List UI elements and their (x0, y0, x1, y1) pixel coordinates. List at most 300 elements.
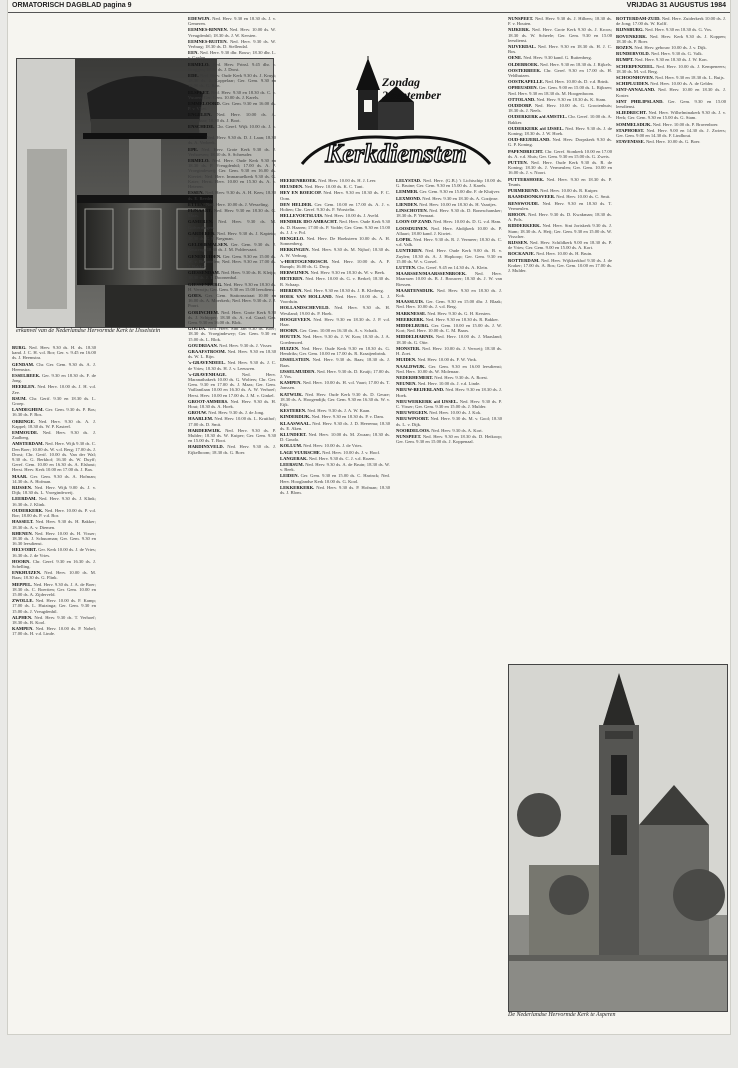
listing-entry (280, 213, 390, 218)
listing-town: HASSELT. (12, 519, 34, 525)
listing-text: Ned. Herv. 10.00 ds. H. Visser; 18.30 ds. J. Schuurman; Ger. Gem. 9.30 en 16.30 leesdienst. (12, 530, 96, 547)
listing-text: Ned. Herv. 9.30 en 18.30 ds. J. Hoek. (396, 387, 502, 398)
listing-text: Ned. Herv. Wilhelminakerk 9.30 ds. J. v. Herk; Ger. Gem. 9.30 en 15.00 ds. G. Stam. (616, 110, 726, 121)
listing-town: KATWIJK. (280, 391, 304, 397)
listing-text: Ned. Herv. 9.30 ds. M. Nijhof; 18.30 ds. A. W. Verburg. (280, 247, 390, 258)
listing-entry (508, 85, 612, 95)
listing-text: Ned. Herv. 9.00 en 14.30 ds. J. Zwiers; Ger. Gem. 9.00 en 14.30 ds. F. Lindhout. (616, 127, 726, 139)
listing-text: Ned. Herv. 9.30 ds. H. Hout; 18.30 ds. A. Hoek. (188, 398, 276, 410)
listing-town: MAAR. (12, 473, 28, 479)
listing-town: EDEWIJN. (188, 16, 211, 21)
listing-text: Chr. Geref. 9.45 en 14.30 ds. A. Klein. (416, 265, 489, 271)
listing-text: Ned. Herv. Wijk 9.00 ds. J. v. Dijk; 18.30 ds. L. Vroegindeweij. (12, 485, 96, 496)
listing-town: NIEUWERKERK a/d IJSSEL. (396, 398, 459, 404)
listing-text: Ned. Herv. 10.00 ds. F. W. Vink. (416, 357, 478, 363)
listing-entry (396, 387, 502, 397)
listing-town: LOPIK. (396, 237, 412, 243)
listing-entry (616, 64, 726, 74)
listing-entry (396, 288, 502, 298)
listing-text: Ned. Herv. 10.00 ds. W. Vreugdenhil; 18.30 ds. J. W. Kersten. (188, 27, 276, 38)
listing-town: GOUDA. (188, 326, 207, 332)
listing-entry (12, 508, 96, 518)
listing-entry (396, 311, 502, 316)
listing-text: Ned. Herv. 10.00 ds. J. H. v.d. Zee. (12, 384, 96, 395)
listing-town: NEUNEN. (396, 381, 417, 387)
listing-entry (188, 242, 276, 252)
listing-town: LELYSTAD. (396, 178, 422, 183)
listing-text: Ned. Herv. 9.30 ds. R. Kleijn; 18.30 ds. J. T. Doornenbal. (188, 270, 276, 281)
listing-entry (508, 68, 612, 78)
listing-entry (188, 50, 276, 60)
listing-entry (188, 231, 276, 241)
listing-entry (280, 408, 390, 413)
listing-town: ENTER. (188, 135, 205, 141)
listing-town: EMMELOORD. (188, 101, 221, 107)
listing-entry (280, 288, 390, 293)
listing-town: OLDEBROEK. (508, 61, 539, 67)
listing-text: Ned. Herv. Grote Kerk 9.30 ds. J. Verhoeven; 18.30 ds. S. Schreuder. (188, 146, 276, 157)
listing-text: Ned. Herv. gebouw 10.00 ds. J. v. Dijk. (633, 45, 707, 51)
listing-column-2 (188, 16, 276, 1031)
listing-entry (188, 349, 276, 359)
listing-text: Ned. Herv. 10.00 ds. M. Baas; 18.30 ds. G. Flink. (12, 570, 96, 581)
listing-entry (188, 282, 276, 292)
listing-town: OUDDORP. (508, 103, 532, 109)
listing-town: HELVOIRT. (12, 547, 37, 553)
listing-entry (188, 90, 276, 100)
listing-entry (12, 407, 96, 417)
listing-text: Ned. Herv. 9.30 kand. G. Ruitenberg. (522, 55, 592, 61)
listing-text: Ger. Gem. 9.30 ds. A. Hofman; 14.30 ds. A. Hofman. (12, 473, 96, 484)
listing-town: RIJSSEN. (508, 239, 529, 245)
listing-text: Ned. Herv. De Hoeksteen 10.00 ds. A. H. Sonnenberg. (280, 236, 390, 247)
listing-town: MIDDELBURG. (396, 323, 430, 329)
listing-entry (508, 194, 612, 199)
listing-town: SCHIPLUIDEN. (616, 81, 650, 87)
listing-entry (188, 293, 276, 309)
listing-text: Ned. Herv. 9.30 ds. A. Kort. (430, 427, 483, 433)
listing-entry (188, 158, 276, 189)
listing-entry (396, 208, 502, 218)
listing-entry (188, 135, 276, 145)
listing-entry (280, 305, 390, 315)
listing-town: HENDRIK IDO AMBACHT. (280, 219, 338, 225)
listing-town: STAVENISSE. (616, 139, 645, 145)
listing-entry (188, 147, 276, 157)
listing-town: PURMEREND. (508, 188, 540, 194)
listing-text: Ned. Herv. 10.00 ds. J. Maasland; 18.30 ds. G. Otte. (396, 334, 502, 345)
listing-entry (616, 75, 726, 80)
listing-entry (616, 27, 726, 32)
listing-entry (188, 219, 276, 229)
listing-town: EEMNES-BINNEN. (188, 27, 228, 33)
listing-column-6 (616, 16, 726, 716)
listing-text: Ned. Herv. 9.30 ds. J. Zaalberg. (12, 430, 96, 441)
listing-entry (508, 251, 612, 256)
listing-text: Ned. Herv. Oude Kerk 9.30 ds. D. Haaren; 17.00 ds. P. Vodde; Ger. Gem. 9.30 en 15.00 ds. J. J. v. Pol. (280, 219, 390, 235)
listing-text: Ned. Herv. Oude Kerk 9.30 ds. D. Geuze; 18.30 ds. A. Hoogendijk; Ger. Gem. 9.30 en 16.30 ds. W. v. Eijk. (280, 391, 390, 407)
listing-town: HEERLEN. (12, 384, 36, 390)
listing-text: Chr. Gerif. 9.30 en 18.30 ds. L. Groep. (12, 395, 96, 407)
listing-town: NUNSPEET. (508, 16, 534, 21)
listing-text: Ned. Herv. Sint Jan 9.30 ds. Boer; 18.30 ds. Vroegindewey; Ger. Gem. 9.30 en 15.00 ds. L. Blok. (188, 326, 276, 342)
listing-entry (12, 559, 96, 569)
listing-text: Ned. Herv. 9.30 en 18.30 ds. J. Rijkels. (538, 61, 612, 67)
church-photo-caption: De Nederlandse Hervormde Kerk te Asperen (508, 1012, 616, 1018)
listing-text: Ger. Gem. 9.30 en 15.00 ds. W. v. Bemmelen; Ned. Herv. 9.30 en 17.00 ds. J. Bakker. (188, 253, 276, 269)
listing-town: NEDERHEMERT. (396, 374, 434, 380)
listing-text: Ned. Herv. 10.00 ds. J. Wesseling. (204, 201, 269, 207)
listing-town: GELDERMALSEN. (188, 242, 229, 248)
listing-town: ETTEN. (188, 201, 205, 207)
listing-entry (508, 240, 612, 250)
listing-text: Ger. Gem. 9.30 en 15.00 leesdienst. (616, 98, 726, 110)
listing-town: OPHEUSDEN. (508, 85, 538, 91)
listing-text: Ned. Herv. 10.00 ds. H. J. Leer. (317, 178, 377, 183)
listing-town: SLIEDRECHT. (616, 110, 647, 116)
listing-entry (12, 396, 96, 406)
listing-town: LINSCHOTEN. (396, 208, 428, 214)
listing-text: Ned. Herv. 9.30 en 18.30 ds. J. W. Kon. (633, 57, 708, 63)
listing-text: Ned. Herv. 10.00 ds. P. Nobel; 17.00 ds. H. v.d. Linde. (12, 626, 96, 637)
listing-town: MEPPEL. (12, 581, 33, 587)
listing-text: Ger. Gem. 10.00 en 15.00 ds. J. W. Kort; Ned. Herv. 10.00 ds. C. M. Baars. (396, 323, 502, 334)
listing-town: LOOSDUINEN. (396, 225, 429, 231)
listing-text: Ger. Gem. 9.30 en 16.00 ds. P. v. Vliet. (188, 101, 276, 112)
listing-text: Ned. Herv. 9.30 ds. D. Kruijt; 17.00 ds. J. Vos. (280, 368, 390, 379)
listing-text: Ned. Herv. 10.00 ds. D. G. v.d. Ham. (432, 219, 502, 225)
listing-text: Ned. Herv. Dorpskerk 9.30 ds. G. P. Koning. (508, 137, 612, 148)
listing-text: Ned. Herv. 9.30 en 18.30 ds. H. Verwijs; Ger. Gem. 9.30 en 15.00 leesdienst. (188, 281, 276, 292)
listing-entry (396, 237, 502, 247)
listing-text: Ned. Herv. 9.30 ds. J. C. de Vries; 18.30 ds. H. J. v. Leeuwen. (188, 360, 276, 371)
listing-text: Ned. Herv. 9.30 ds. J. Klink; 16.30 ds. J. Klink. (12, 496, 96, 507)
listing-entry (188, 343, 276, 348)
listing-town: KLAASWAAL. (280, 420, 311, 426)
listing-town: SCHERPENZEEL. (616, 63, 655, 69)
listing-text: Ned. Herv. Kerk 9.30 ds. J. Koppen; 18.30 ds. P. Boer. (616, 33, 726, 44)
listing-entry (396, 219, 502, 224)
listing-entry (280, 247, 390, 257)
listing-town: RUNDERVOLD. (616, 51, 650, 57)
listing-entry (508, 188, 612, 193)
listing-text: Ned. Herv. 10.00 ds. J. Verweij; 18.30 ds. H. Zoet. (396, 345, 502, 357)
listing-text: Chr. Geref. 9.30 en 16.30 ds. J. Schelling. (12, 558, 96, 569)
listing-town: SCHOONHOVEN. (616, 75, 654, 81)
listing-town: EPE. (188, 146, 199, 152)
listing-town: MONSTER. (396, 345, 421, 351)
church-photo (508, 664, 728, 1012)
listing-town: PAPENDRECHT. (508, 148, 544, 154)
listing-entry (396, 399, 502, 409)
listing-town: GROUW. (188, 410, 208, 416)
listing-entry (188, 202, 276, 207)
listing-entry (280, 485, 390, 495)
listing-entry (396, 410, 502, 415)
listing-town: SINT PHILIPSLAND. (616, 98, 664, 104)
listing-entry (616, 110, 726, 120)
listing-town: RUMPT. (616, 57, 634, 63)
listing-text: Ned. Herv. 9.30 en 18.30 ds. P. v. Dam. (310, 414, 385, 420)
listing-town: LIENDEN. (396, 201, 419, 207)
listing-town: OTTOLAND. (508, 96, 536, 102)
listing-text: Ned. Herv. 10.00 ds. A. F. Rumph; 16.00 ds. G. Drop. (280, 258, 390, 270)
listing-entry (188, 444, 276, 454)
listing-text: Ned. Herv. 10.00 ds. G. Boer. (644, 139, 701, 145)
listing-text: Ned. Herv. 10.00 ds. H. Bruin. (534, 251, 593, 257)
listing-entry (396, 334, 502, 344)
listing-entry (12, 615, 96, 625)
listing-entry (188, 39, 276, 49)
listing-text: Ger. Gem. 9.30 en 16.00 leesdienst; Ned. Herv. 10.00 ds. W. Molenaar. (396, 363, 502, 374)
listing-text: Ned. Herv. 10.00 ds. G. Grootenhuis; 18.30 ds. J. Neels. (508, 103, 612, 114)
listing-entry (280, 432, 390, 442)
listing-text: Ned. Herv. 9.30 en 18.30 ds. A. Cozijnse. (421, 195, 499, 201)
listing-text: Ned. Herv. 9.30 ds. J. Visser. (218, 342, 273, 348)
listing-town: OUDERKERK a/d IJSSEL. (508, 125, 564, 131)
listing-entry (280, 414, 390, 419)
listing-entry (12, 430, 96, 440)
listing-town: HEERENBROEK. (280, 178, 318, 183)
listing-town: PUTTEN. (508, 160, 528, 166)
listing-text: Ned. Herv. Grote Kerk 9.30 ds. J. Kroos; 18.30 ds. W. Scheele; Ger. Gem. 9.30 en 15.00 leesdienst. (508, 27, 612, 43)
listing-text: Ned. Herv. 9.30 ds. P. C. Visser; Ger. Gem. 9.30 en 15.00 ds. J. Mulder. (396, 398, 502, 409)
listing-text: Ned. Herv. 9.30 ds. A. J. Kappel; 18.30 ds. W. P. Kasteel. (12, 418, 96, 429)
listing-town: MEERKERK. (396, 316, 425, 322)
listing-text: Ned. Herv. Wijk 9.30 ds. C. Den Boer; 10.00 ds. W. v.d. Berg; 17.00 ds. J. Drost; Chr. Gerif. 10.00 ds. Van der Wal; 9.30 ds. G. Berkhof; 16.30 ds. W. Duyff; Geref. Gem. 10.00 en 16.30 ds. A. Elshout; Herst. Herv. Kerk 10.00 en 17.00 ds. J. Bax. (12, 441, 96, 473)
listing-entry (188, 208, 276, 218)
listing-entry (12, 582, 96, 598)
listing-entry (188, 416, 276, 426)
listing-entry (396, 434, 502, 444)
listing-town: NIEUWPOORT. (396, 416, 430, 422)
listing-entry (12, 384, 96, 394)
listing-text: Ned. Herv. 10.00 ds. J. v. Hoof. (321, 449, 381, 455)
listing-text: Ned. Herv. Sint Joriskerk 9.30 ds. J. Stam; 18.30 ds. A. Heij; Ger. Gem. 9.30 en 15.00 ds. W. Visscher. (508, 223, 612, 239)
listing-town: DEN HELDER. (280, 201, 313, 207)
listing-entry (12, 598, 96, 614)
listing-entry (396, 226, 502, 236)
listing-town: LUNTEREN. (396, 248, 423, 254)
listing-text: Ned. Herv. 9.30 ds. J. de Koning; 18.30 ds. J. W. Hoek. (508, 125, 612, 137)
listing-text: Ned. Herv. 9.30 ds. H. Westland; 19.00 ds. P. Hoek. (280, 305, 390, 316)
listing-entry (280, 462, 390, 472)
listing-town: RHOON. (508, 211, 527, 217)
listing-town: ROTTERDAM. (508, 257, 540, 263)
listing-entry (508, 177, 612, 187)
listing-town: HARDERWIJK. (188, 427, 222, 433)
listing-town: HEUSDEN. (280, 184, 304, 190)
listing-town: PUTTERSHOEK. (508, 176, 545, 182)
listing-entry (396, 178, 502, 188)
listing-text: Ned. Herv. 9.30 ds. P. Hofman; 18.30 ds. J. Blom. (280, 484, 390, 495)
kerkdiensten-title-text: Kerkdiensten (325, 139, 467, 168)
listing-entry (280, 450, 390, 455)
listing-entry (508, 97, 612, 102)
listing-entry (396, 357, 502, 362)
listing-town: LEMMER. (396, 189, 419, 195)
listing-town: ENKHUIZEN. (12, 570, 42, 576)
listing-text: Ned. Herv. 9.30 ds. G. Valk. (649, 51, 703, 57)
listing-text: Ned. Herv. Maranathakerk 10.00 ds. G. Wolters; Chr. Ger. Gem. 9.30 en 17.00 ds. J. Maas; Ger. Gem. Vaillantlaan 10.00 en 16.30 ds. A. W. Verhoef; Herst. Herv. 10.00 en 17.00 ds. J. M. v. Ginkel. (188, 371, 276, 398)
listing-text: Ned. Herv. 10.00 ds. D. v.d. Brink. (543, 79, 609, 85)
listing-entry (396, 346, 502, 356)
listing-entry (188, 16, 276, 26)
listing-column-1 (12, 345, 96, 1031)
listing-entry (508, 223, 612, 239)
listing-text: Ned. Herv. 10.00 ds. K. C. Tant. (303, 184, 364, 190)
listing-entry (280, 184, 390, 189)
listing-text: Ned. Herv. 10.00 ds. A. de Gelder. (649, 81, 714, 87)
listing-town: RSUM. (12, 395, 27, 401)
listing-town: HOORN. (280, 328, 299, 334)
listing-text: Ned. Herv. Oude Kerk 9.30 ds. R. de Koning; 18.30 ds. J. Vermeulen; Ger. Gem. 10.00 en 16.00 ds. J. v. Noort. (508, 160, 612, 176)
listing-town: NAALDWIJK. (396, 363, 426, 369)
listing-entry (188, 372, 276, 398)
listing-entry (188, 62, 276, 72)
listing-town: RENSWOUDE. (508, 200, 540, 206)
listing-town: MIDDELHARNIS. (396, 334, 434, 340)
listing-text: Ned. Herv. 9.30 ds. J. de Jong. (207, 410, 265, 416)
listing-text: Ned. Herv. 9.30 en 18.30 ds. G. Vos. (643, 27, 713, 33)
listing-text: Chr. Geref. 10.00 ds. A. Bakker. (508, 114, 612, 125)
listing-text: Ger. Kerk 10.00 ds. J. de Vries; 16.30 ds. J. de Vries. (12, 547, 96, 558)
listing-text: Ned. Herv. 9.30 ds. J. W. Kon; 18.30 ds. J. A. Goedemoed. (280, 334, 390, 345)
listing-town: HIERDEN. (280, 287, 303, 293)
listing-entry (188, 310, 276, 326)
listing-entry (508, 27, 612, 43)
listing-town: 's-HERTOGENBOSCH. (280, 258, 329, 264)
listing-entry (280, 294, 390, 304)
listing-text: Ned. Herv. Wijkkerkhof 9.30 ds. J. de Kraker; 17.00 ds. A. Bos; Ger. Gem. 10.00 en 17.00 ds. J. Mulder. (508, 257, 612, 273)
listing-town: BOVENKERK. (616, 33, 648, 39)
listing-town: RIDDERKERK. (508, 223, 541, 229)
listing-town: ENSCHEDE. (188, 123, 215, 129)
listing-town: NIJVERDAL. (508, 44, 536, 50)
listing-text: Ger. Gem. Stationsstraat 10.00 en 16.00 ds. A. Moerkerk; Ned. Herv. 9.30 ds. J. J. Poort. (188, 292, 276, 309)
listing-town: HOEK VAN HOLLAND. (280, 294, 333, 300)
listing-town: RAAMSDONKSVEER. (508, 194, 556, 200)
listing-entry (280, 259, 390, 269)
listing-text: Ned. Herv. 10.00 ds. J. Kempeneers; 18.30 ds. M. v.d. Berg. (616, 63, 726, 74)
listing-town: KAMPEN. (280, 380, 302, 386)
listing-entry (616, 99, 726, 109)
listing-town: EMMOUDE. (12, 430, 39, 436)
listing-text: Ned. Herv. 10.00 en 18.30 ds. J. Koster. (616, 87, 726, 98)
listing-town: GOUDRIAAN. (188, 342, 218, 348)
listing-town: GIESSENBURG. (188, 281, 223, 287)
listing-town: LEXMOND. (396, 195, 422, 201)
listing-entry (188, 360, 276, 370)
listing-town: NUNSPEET. (396, 433, 422, 439)
listing-town: KOLLUM. (280, 443, 303, 449)
listing-text: Ned. Herv. 9.30 dhr. Bouw; 18.30 dhr. L. v. Gaalen. (188, 50, 276, 61)
listing-town: OOSTKAPELLE. (508, 79, 544, 85)
listing-town: NIJKERK. (508, 27, 531, 33)
listing-entry (616, 81, 726, 86)
listing-entry (12, 441, 96, 472)
listing-entry (12, 519, 96, 529)
title-date-block (382, 76, 441, 102)
listing-town: ESSEN. (188, 190, 204, 196)
listing-entry (396, 416, 502, 426)
listing-town: LUTTEN. (396, 265, 417, 271)
listing-entry (616, 139, 726, 144)
listing-entry (280, 317, 390, 327)
listing-town: ESSELBEEK. (12, 373, 41, 379)
listing-column-5 (508, 16, 612, 656)
listing-column-4 (396, 178, 502, 1031)
listing-entry (508, 114, 612, 124)
listing-text: Ned. Herv. 9.30 ds. P. Mulder; 18.30 ds. W. Kuiper; Ger. Gem. 9.30 en 15.00 ds. T. Boot. (188, 427, 276, 444)
listing-text: Ned. Herv. 9.30 ds. J. A. W. Kaan. (306, 408, 371, 414)
listing-town: BURG. (12, 345, 27, 350)
listing-town: OENE. (508, 55, 523, 61)
listing-text: Ned. Herv. 9.30 ds. A. Roest. (433, 374, 488, 380)
listing-entry (12, 547, 96, 557)
listing-entry (188, 270, 276, 280)
listing-town: GROOT-AMMERS. (188, 398, 229, 404)
listing-text: Ned. Herv. 10.00 ds. L. Kruithof; 17.00 ds. D. Smit. (188, 416, 276, 427)
listing-entry (508, 201, 612, 211)
listing-text: Chr. Geref. Wijk 10.00 ds. J. v. Weerd. (188, 123, 276, 135)
listing-entry (280, 219, 390, 235)
listing-town: HELLEVOETSLUIS. (280, 213, 324, 219)
listing-entry (280, 328, 390, 333)
listing-text: Ned. Herv. Zuiderkerk 10.00 ds. J. de Jong; 17.00 ds. W. Kolff. (616, 16, 726, 27)
listing-text: Ned. Herv. 10.00 ds. P. v.d. Bor; 18.00 ds. P. v.d. Bor. (12, 507, 96, 519)
listing-entry (12, 626, 96, 636)
listing-text: Ned. Herv. 10.00 ds. A. Wapenaar; 18.30 ds. J. Boot. (188, 112, 276, 123)
listing-entry (508, 137, 612, 147)
listing-entry (188, 326, 276, 342)
listing-entry (396, 428, 502, 433)
listing-entry (188, 27, 276, 37)
listing-entry (616, 16, 726, 26)
listing-town: NOORDELOOS. (396, 427, 431, 433)
listing-town: RIJSSEN. (12, 485, 33, 491)
listing-town: GENDAM. (12, 361, 35, 367)
listing-town: IJSSELSTEIN. (280, 357, 311, 363)
listing-text: Ned. Herv. Maarssen 10.00 ds. B. J. Brouwer; 18.30 ds. J. W. van Riessen. (396, 271, 502, 287)
listing-entry (616, 45, 726, 50)
listing-text: Ned. Herv. 10.00 en 18.30 ds. H. Vaartjes. (418, 201, 497, 207)
listing-entry (616, 87, 726, 97)
listing-town: GOES. (188, 292, 202, 298)
listing-text: Ned. Herv. 9.30 ds. D. Boneschansker; 18.30 ds. P. Vermaat. (396, 208, 502, 219)
listing-town: SOMMELSDIJK. (616, 121, 652, 127)
listing-town: ELSPEET. (188, 89, 210, 95)
listing-town: LEKKERKERK. (280, 484, 315, 490)
listing-text: Ned. Herv. 9.30 ds. M. v. Gool; 18.30 ds. L. v. Dijk. (396, 416, 502, 427)
listing-town: NIEUW-BEIJERLAND. (396, 387, 445, 393)
listing-text: Ned. Herv. Abdijkerk 10.00 ds. P. Allaart; 18.00 kand. J. Kiwiet. (396, 225, 502, 236)
listing-town: KESTEREN. (280, 408, 307, 414)
listing-town: GRAAFSTROOM. (188, 348, 226, 354)
listing-entry (12, 496, 96, 506)
listing-town: AMSTERDAM. (12, 441, 44, 447)
listing-town: LEERDAM. (12, 496, 37, 502)
listing-town: 's-GRAVENDEEL. (188, 360, 226, 366)
listing-town: HERKINGEN. (280, 247, 310, 253)
listing-text: Chr. Ger. Gem. 9.30 ds. A. J. Heemstra. (12, 361, 96, 372)
listing-town: HARDINXVELD. (188, 444, 224, 450)
listing-entry (508, 103, 612, 113)
listing-town: EEN. (188, 50, 199, 56)
listing-text: Ned. Herv. 9.30 ds. J. Kaptein; 18.30 ds. C. F. Bregman. (188, 230, 276, 241)
listing-entry (188, 124, 276, 134)
listing-entry (12, 345, 96, 361)
